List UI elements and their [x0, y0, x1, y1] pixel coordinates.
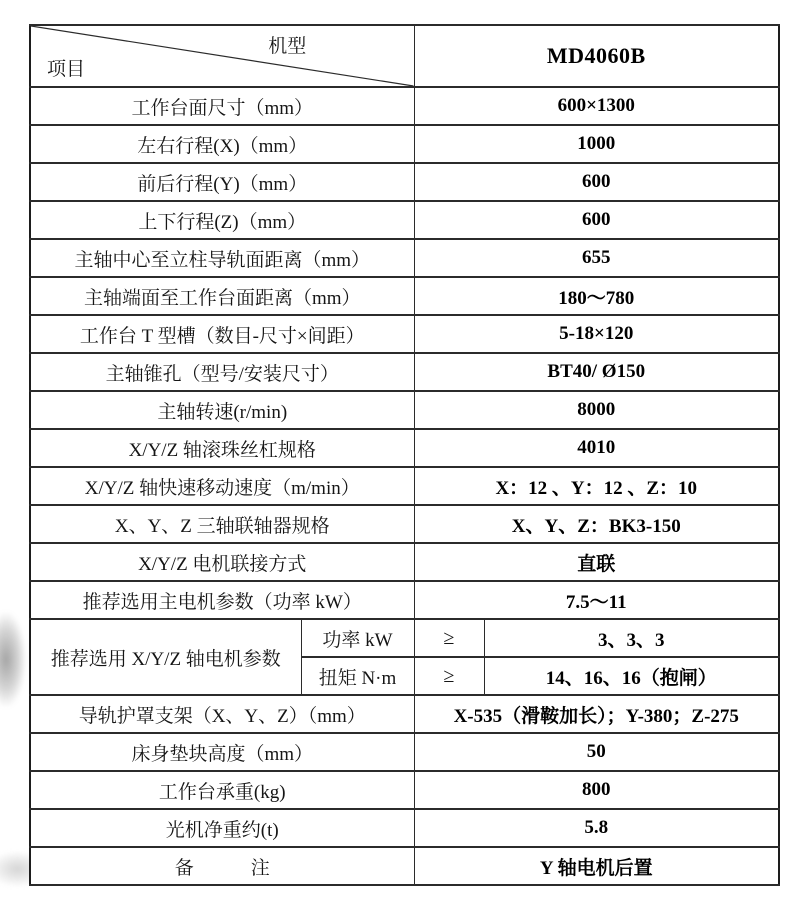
spec-label: 工作台承重(kg)	[30, 771, 414, 809]
spec-value: X：12 、Y：12 、Z：10	[414, 467, 779, 505]
spec-value: 4010	[414, 429, 779, 467]
table-row	[30, 353, 779, 391]
motor-param-name: 功率 kW	[301, 619, 414, 657]
table-row	[30, 809, 779, 847]
motor-group-label: 推荐选用 X/Y/Z 轴电机参数	[30, 619, 301, 695]
header-field-item: 项目	[47, 59, 86, 80]
table-row	[30, 125, 779, 163]
table-row	[30, 315, 779, 353]
spec-table	[29, 24, 780, 886]
table-row	[30, 163, 779, 201]
diagonal-header-cell	[30, 25, 414, 87]
spec-label: 推荐选用主电机参数（功率 kW）	[30, 581, 414, 619]
spec-value: 655	[414, 239, 779, 277]
table-row	[30, 733, 779, 771]
spec-label: 主轴转速(r/min)	[30, 391, 414, 429]
table-row	[30, 771, 779, 809]
spec-label: 主轴中心至立柱导轨面距离（mm）	[30, 239, 414, 277]
spec-label: 主轴锥孔（型号/安装尺寸）	[30, 353, 414, 391]
table-row	[30, 87, 779, 125]
table-row	[30, 505, 779, 543]
spec-label: 备 注	[30, 847, 414, 885]
spec-value: 8000	[414, 391, 779, 429]
motor-param-name: 扭矩 N·m	[301, 657, 414, 695]
machine-model: MD4060B	[414, 25, 779, 87]
table-header-row	[30, 25, 779, 87]
table-row	[30, 581, 779, 619]
spec-label: 工作台 T 型槽（数目-尺寸×间距）	[30, 315, 414, 353]
spec-value: 50	[414, 733, 779, 771]
table-row	[30, 467, 779, 505]
table-row	[30, 391, 779, 429]
spec-value: Y 轴电机后置	[414, 847, 779, 885]
spec-label: 左右行程(X)（mm）	[30, 125, 414, 163]
spec-value: 600	[414, 163, 779, 201]
spec-value: 7.5～11	[414, 581, 779, 619]
spec-value: 180～780	[414, 277, 779, 315]
spec-value: BT40/ Ø150	[414, 353, 779, 391]
spec-label: 床身垫块高度（mm）	[30, 733, 414, 771]
spec-value: 5.8	[414, 809, 779, 847]
scan-smudge	[0, 612, 26, 707]
header-field-model: 机型	[268, 36, 307, 57]
table-row	[30, 543, 779, 581]
spec-label: 光机净重约(t)	[30, 809, 414, 847]
spec-label: 上下行程(Z)（mm）	[30, 201, 414, 239]
table-row-remarks	[30, 847, 779, 885]
table-row	[30, 201, 779, 239]
table-row	[30, 695, 779, 733]
gte-operator: ≥	[414, 619, 484, 657]
table-row-motor-power	[30, 619, 779, 657]
spec-value: 800	[414, 771, 779, 809]
table-row	[30, 277, 779, 315]
spec-value: 1000	[414, 125, 779, 163]
table-row	[30, 429, 779, 467]
spec-value: 3、3、3	[484, 619, 779, 657]
spec-label: X/Y/Z 电机联接方式	[30, 543, 414, 581]
spec-value: 600	[414, 201, 779, 239]
spec-value: 600×1300	[414, 87, 779, 125]
spec-value: 5-18×120	[414, 315, 779, 353]
spec-value: 直联	[414, 543, 779, 581]
spec-label: 前后行程(Y)（mm）	[30, 163, 414, 201]
spec-label: X/Y/Z 轴快速移动速度（m/min）	[30, 467, 414, 505]
spec-label: 工作台面尺寸（mm）	[30, 87, 414, 125]
spec-label: 导轨护罩支架（X、Y、Z）（mm）	[30, 695, 414, 733]
spec-value: X、Y、Z：BK3-150	[414, 505, 779, 543]
spec-label: X/Y/Z 轴滚珠丝杠规格	[30, 429, 414, 467]
spec-value: X-535（滑鞍加长）；Y-380；Z-275	[414, 695, 779, 733]
table-row	[30, 239, 779, 277]
spec-value: 14、16、16（抱闸）	[484, 657, 779, 695]
spec-label: 主轴端面至工作台面距离（mm）	[30, 277, 414, 315]
gte-operator: ≥	[414, 657, 484, 695]
spec-label: X、Y、Z 三轴联轴器规格	[30, 505, 414, 543]
